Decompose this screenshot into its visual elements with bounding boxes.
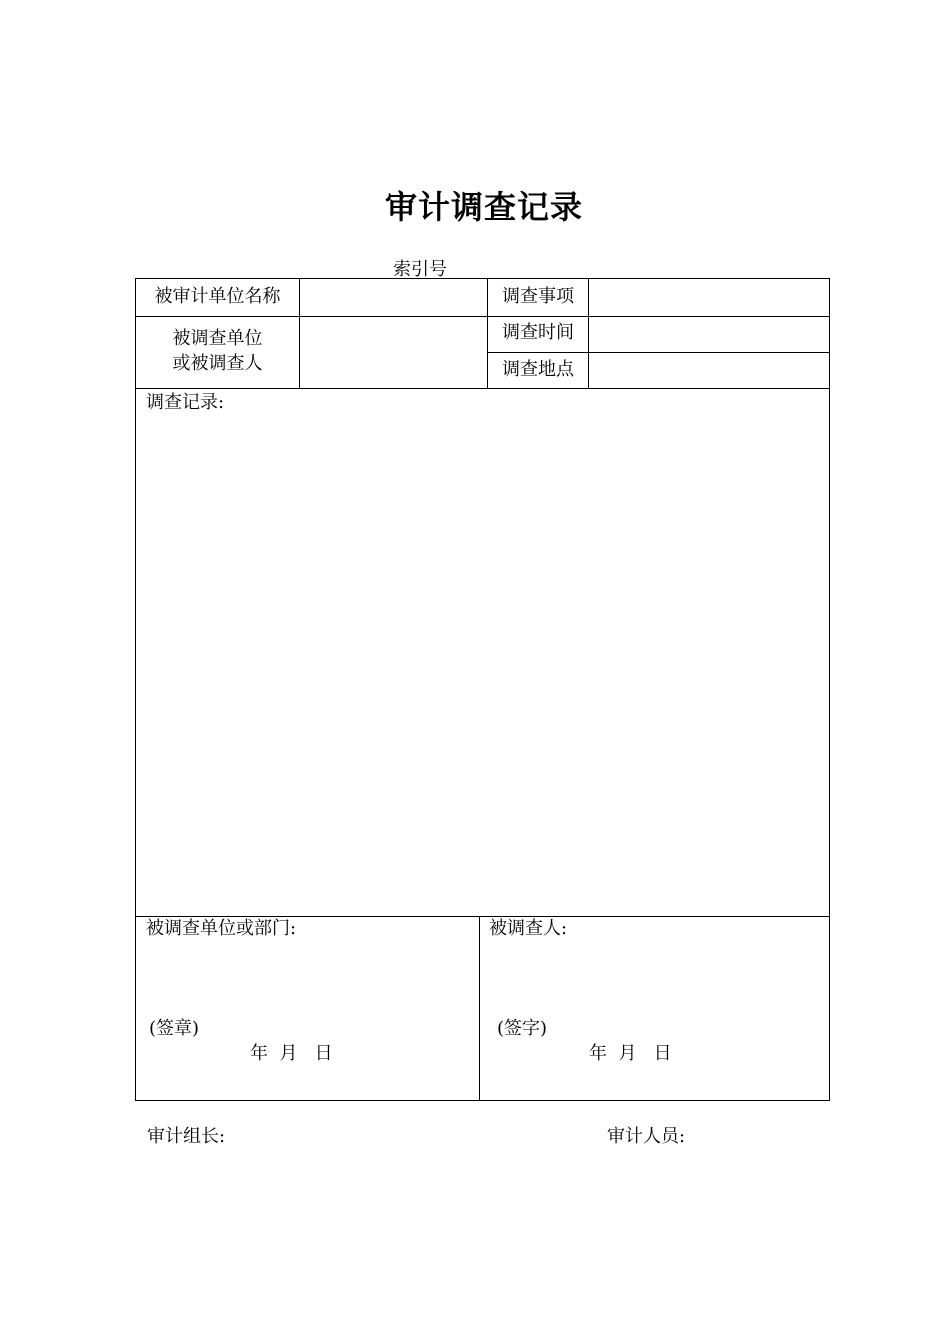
- left-date-line: 年 月 日: [250, 1043, 333, 1064]
- audit-team-leader-label: 审计组长:: [147, 1126, 226, 1147]
- column-divider: [588, 279, 589, 389]
- signature-label: (签字): [497, 1018, 548, 1039]
- investigated-person-label: 被调查人:: [489, 918, 568, 939]
- audit-investigation-form: [135, 278, 830, 1101]
- time-label: 调查时间: [502, 322, 574, 343]
- investigated-unit-label-line1: 被调查单位: [172, 328, 263, 349]
- investigated-unit-label-line2: 或被调查人: [172, 353, 263, 374]
- matter-label: 调查事项: [502, 286, 574, 307]
- place-label: 调查地点: [502, 359, 574, 380]
- index-number-label: 索引号: [393, 259, 447, 280]
- seal-label: (签章): [149, 1018, 200, 1039]
- record-label: 调查记录:: [146, 392, 225, 413]
- investigated-department-label: 被调查单位或部门:: [146, 918, 297, 939]
- row-divider: [136, 388, 829, 389]
- row-divider: [136, 316, 829, 317]
- column-divider: [479, 916, 480, 1101]
- auditor-label: 审计人员:: [607, 1126, 686, 1147]
- row-divider: [488, 352, 829, 353]
- document-title: 审计调查记录: [384, 188, 583, 226]
- audited-unit-label: 被审计单位名称: [154, 286, 281, 307]
- right-date-line: 年 月 日: [589, 1043, 672, 1064]
- column-divider: [299, 279, 300, 389]
